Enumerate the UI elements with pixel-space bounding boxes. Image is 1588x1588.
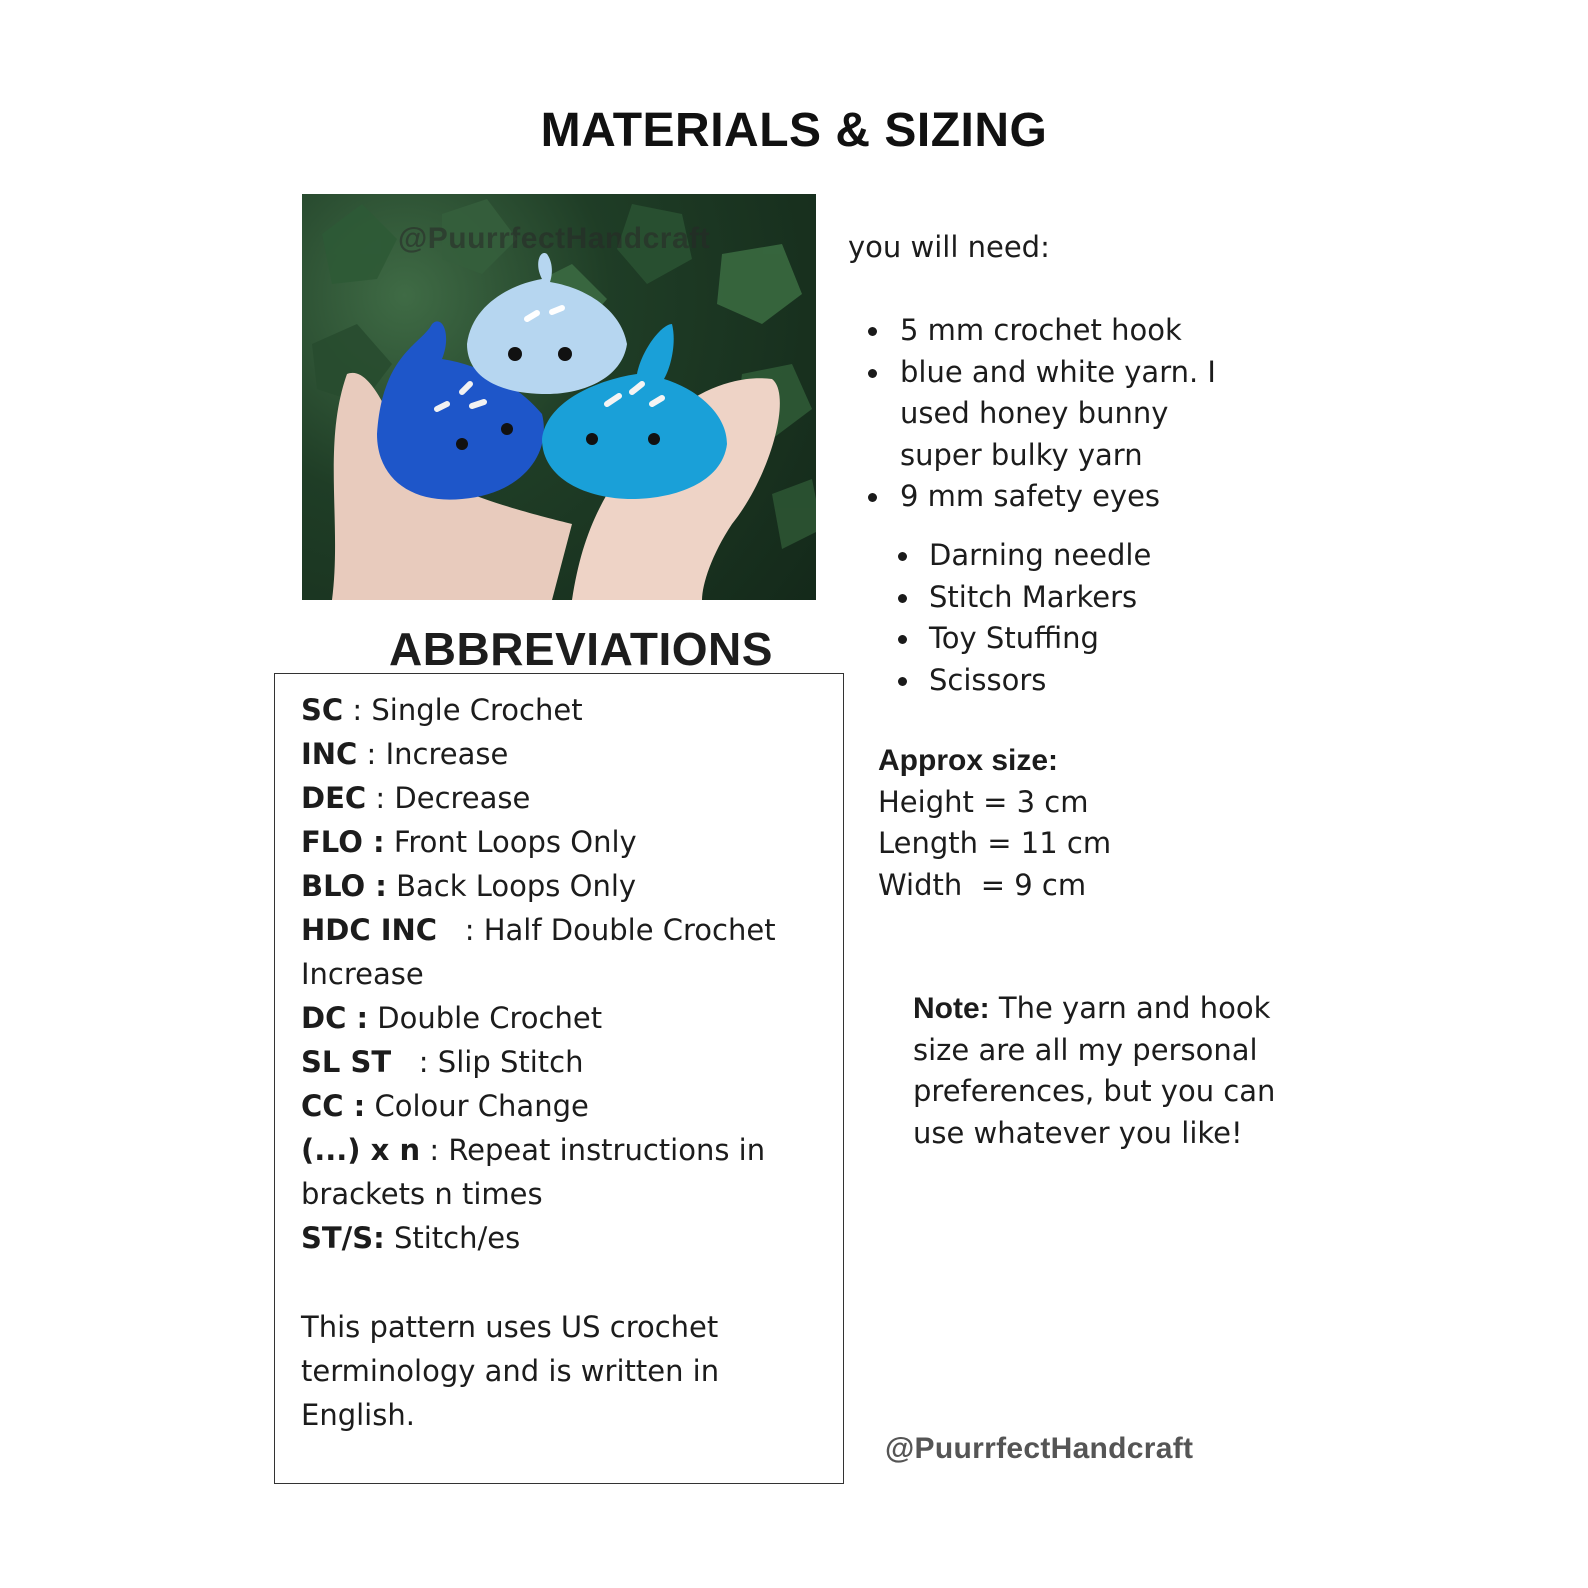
- list-item: Darning needle: [929, 535, 1259, 577]
- page-title: MATERIALS & SIZING: [540, 104, 1048, 157]
- abbreviation-separator: [385, 1221, 394, 1255]
- abbreviation-description: Colour Change: [374, 1089, 589, 1123]
- size-height: Height = 3 cm: [878, 784, 1089, 819]
- abbreviations-title: ABBREVIATIONS: [389, 623, 773, 675]
- abbreviation-row: [301, 820, 821, 864]
- abbreviation-separator: :: [391, 1045, 438, 1079]
- abbreviation-description: Back Loops Only: [396, 869, 637, 903]
- abbreviation-description: Half Double Crochet Increase: [301, 913, 776, 991]
- abbreviation-separator: :: [420, 1133, 449, 1167]
- abbreviation-term: DC :: [301, 1001, 369, 1035]
- abbreviation-separator: [385, 825, 394, 859]
- size-width: Width = 9 cm: [878, 867, 1087, 902]
- abbreviation-description: Repeat instructions in brackets n times: [301, 1133, 766, 1211]
- abbreviation-term: (...) x n: [301, 1133, 421, 1167]
- abbreviation-description: Stitch/es: [393, 1221, 521, 1255]
- note-label: Note:: [913, 992, 990, 1025]
- author-handle: @PuurrfectHandcraft: [885, 1432, 1194, 1465]
- abbreviation-description: Double Crochet: [377, 1001, 603, 1035]
- list-item: 9 mm safety eyes: [900, 476, 1245, 518]
- list-item: Toy Stuffing: [929, 618, 1259, 660]
- abbreviation-row: [301, 908, 821, 996]
- abbreviation-description: Front Loops Only: [393, 825, 637, 859]
- abbreviation-separator: :: [437, 913, 484, 947]
- abbreviation-term: HDC INC: [301, 913, 438, 947]
- abbreviation-term: CC :: [301, 1089, 366, 1123]
- photo-watermark: @PuurrfectHandcraft: [398, 222, 711, 255]
- terminology-note: This pattern uses US crochet terminology and is written in English.: [301, 1310, 720, 1432]
- materials-list: [900, 310, 1245, 518]
- abbreviation-row: [301, 1128, 821, 1216]
- preferences-note: [913, 988, 1283, 1154]
- approx-size-block: [878, 740, 1111, 906]
- abbreviation-term: BLO :: [301, 869, 387, 903]
- abbreviation-separator: [387, 869, 396, 903]
- abbreviation-term: INC: [301, 737, 358, 771]
- abbreviation-separator: :: [343, 693, 372, 727]
- note-text: The yarn and hook size are all my personal preferences, but you can use whatever you like!: [913, 991, 1276, 1150]
- materials-intro: you will need:: [848, 230, 1050, 264]
- abbreviation-term: SC: [301, 693, 344, 727]
- abbreviation-term: SL ST: [301, 1045, 392, 1079]
- abbreviation-row: [301, 776, 821, 820]
- abbreviations-list: [301, 688, 821, 1260]
- abbreviation-row: [301, 1040, 821, 1084]
- abbreviation-term: DEC: [301, 781, 367, 815]
- abbreviation-separator: :: [366, 781, 395, 815]
- abbreviation-row: [301, 996, 821, 1040]
- list-item: Scissors: [929, 660, 1259, 702]
- abbreviation-description: Increase: [385, 737, 509, 771]
- abbreviation-term: ST/S:: [301, 1221, 385, 1255]
- abbreviation-description: Slip Stitch: [437, 1045, 584, 1079]
- abbreviation-description: Single Crochet: [371, 693, 583, 727]
- abbreviation-separator: [368, 1001, 377, 1035]
- approx-size-heading: Approx size:: [878, 744, 1059, 777]
- abbreviation-separator: :: [357, 737, 386, 771]
- list-item: blue and white yarn. I used honey bunny super bulky yarn: [900, 352, 1245, 477]
- tools-list: [929, 535, 1259, 701]
- pale-blue-stingray: [467, 253, 627, 394]
- abbreviation-description: Decrease: [394, 781, 531, 815]
- abbreviation-row: [301, 864, 821, 908]
- abbreviation-term: FLO :: [301, 825, 385, 859]
- abbreviation-row: [301, 1216, 821, 1260]
- list-item: 5 mm crochet hook: [900, 310, 1245, 352]
- abbreviation-row: [301, 732, 821, 776]
- abbreviation-row: [301, 688, 821, 732]
- size-length: Length = 11 cm: [878, 826, 1112, 860]
- abbreviation-row: [301, 1084, 821, 1128]
- list-item: Stitch Markers: [929, 577, 1259, 619]
